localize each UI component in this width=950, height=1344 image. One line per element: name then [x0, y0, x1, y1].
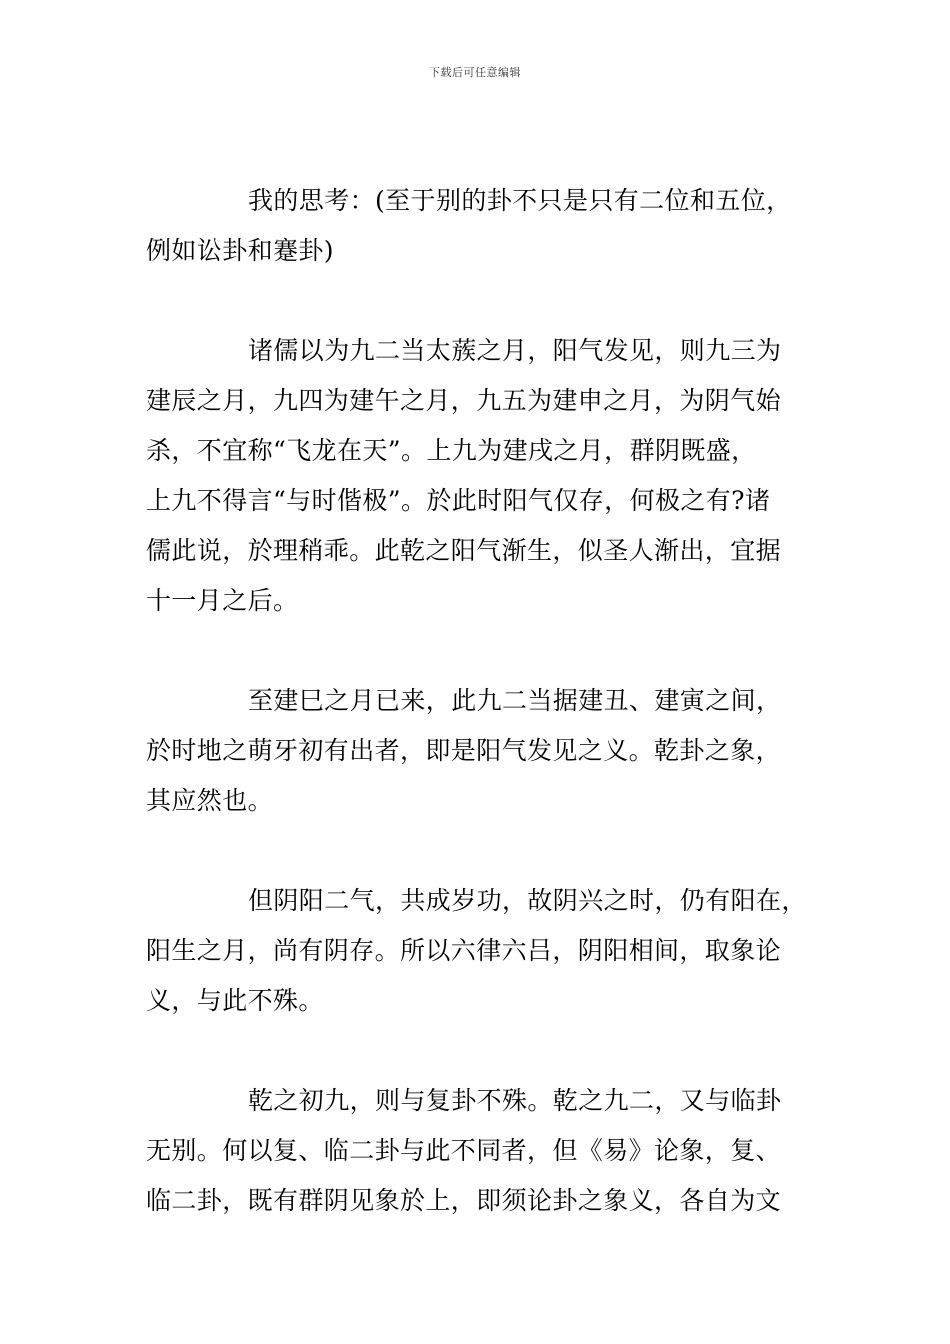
paragraph-5	[146, 1076, 810, 1226]
paragraph-line: 儒此说，於理稍乖。此乾之阳气渐生，似圣人渐出，宜据	[146, 536, 782, 565]
paragraph-line: 例如讼卦和蹇卦)	[146, 236, 334, 265]
paragraph-line: 诸儒以为九二当太蔟之月，阳气发见，则九三为	[248, 336, 782, 365]
paragraph-4	[146, 876, 810, 1026]
paragraph-line: 乾之初九，则与复卦不殊。乾之九二，又与临卦	[248, 1086, 782, 1115]
paragraph-line: 我的思考：(至于别的卦不只是只有二位和五位，	[248, 186, 792, 215]
paragraph-line: 上九不得言“与时偕极”。於此时阳气仅存，何极之有?诸	[146, 486, 771, 515]
paragraph-3	[146, 676, 810, 826]
paragraph-1	[146, 176, 810, 276]
paragraph-line: 无别。何以复、临二卦与此不同者，但《易》论象，复、	[146, 1136, 782, 1165]
paragraph-line: 其应然也。	[146, 786, 274, 815]
paragraph-line: 但阴阳二气，共成岁功，故阴兴之时，仍有阳在，	[248, 886, 807, 915]
paragraph-line: 至建巳之月已来，此九二当据建丑、建寅之间，	[248, 686, 782, 715]
paragraph-line: 阳生之月，尚有阴存。所以六律六吕，阴阳相间，取象论	[146, 936, 782, 965]
paragraph-line: 十一月之后。	[146, 586, 299, 615]
paragraph-line: 建辰之月，九四为建午之月，九五为建申之月，为阴气始	[146, 386, 782, 415]
paragraph-line: 杀，不宜称“飞龙在天”。上九为建戌之月，群阴既盛，	[146, 436, 757, 465]
paragraph-line: 义，与此不殊。	[146, 986, 324, 1015]
page-header: 下载后可任意编辑	[429, 66, 521, 79]
paragraph-2	[146, 326, 810, 626]
paragraph-line: 临二卦，既有群阴见象於上，即须论卦之象义，各自为文	[146, 1186, 782, 1215]
document-body	[146, 176, 810, 1276]
paragraph-line: 於时地之萌牙初有出者，即是阳气发见之义。乾卦之象，	[146, 736, 782, 765]
